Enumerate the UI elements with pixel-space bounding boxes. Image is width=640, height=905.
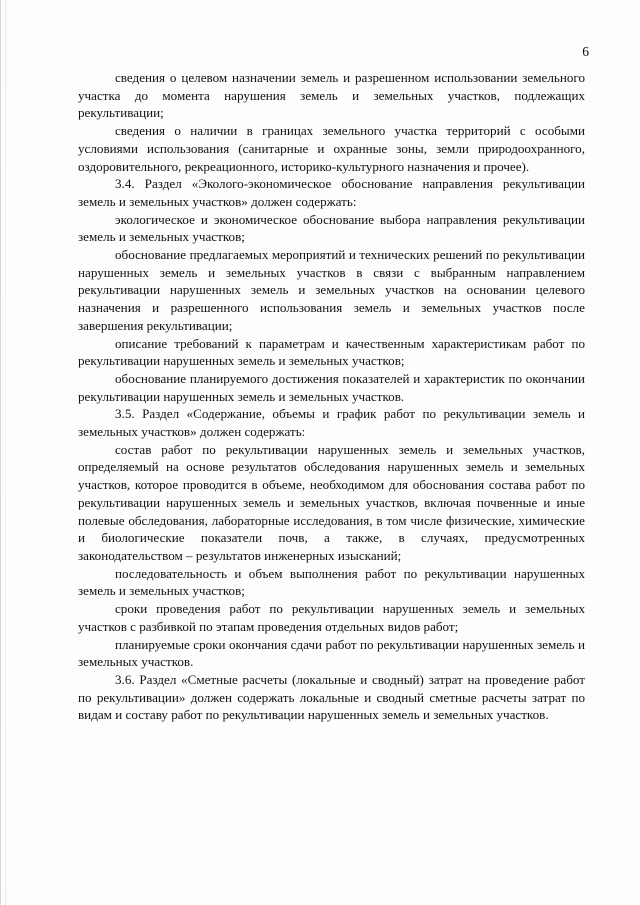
paragraph-sequence: последовательность и объем выполнения работ по рекультивации нарушенных земель и земельных участков; (78, 565, 585, 599)
paragraph-timing: сроки проведения работ по рекультивации нарушенных земель и земельных участков с разбивкой по этапам проведения отдельных видов работ; (78, 601, 585, 634)
paragraph-target-purpose: сведения о целевом назначении земель и разрешенном использовании земельного участка до момента нарушения земель и земельных участков, подлежащих рекультивации; (78, 70, 585, 121)
paragraph-section-3-4: 3.4. Раздел «Эколого-экономическое обоснование направления рекультивации земель и земельных участков» должен содержать: (78, 176, 585, 209)
paragraph-indicators: обоснование планируемого достижения показателей и характеристик по окончании рекультивации нарушенных земель и земельных участков. (78, 370, 585, 404)
paragraph-work-composition: состав работ по рекультивации нарушенных земель и земельных участков, определяемый на основе результатов обследования нарушенных земель и земельных участков, которое проводится в объеме, необходимом для обоснования состава работ по рекультивации нарушенных земель и земельных участков, включая почвенные и иные полевые обследования, лабораторные исследования, в том числе физические, химические и биологические показатели почв, а также, в случаях, предусмотренных законодательством – результатов инженерных изысканий; (78, 441, 585, 563)
paragraph-completion-dates: планируемые сроки окончания сдачи работ по рекультивации нарушенных земель и земельных участков. (78, 636, 585, 670)
document-body (78, 69, 585, 724)
paragraph-eco-justification: экологическое и экономическое обоснование выбора направления рекультивации земель и земельных участков; (78, 211, 585, 245)
page-number: 6 (582, 44, 589, 59)
scan-edge-line (5, 0, 6, 905)
paragraph-special-conditions: сведения о наличии в границах земельного участка территорий с особыми условиями использования (санитарные и охранные зоны, земли природоохранного, оздоровительного, рекреационного, историко-культурного назначения и прочее). (78, 123, 585, 174)
paragraph-section-3-5: 3.5. Раздел «Содержание, объемы и график работ по рекультивации земель и земельных участков» должен содержать: (78, 406, 585, 440)
paragraph-measures-justification: обоснование предлагаемых мероприятий и технических решений по рекультивации нарушенных земель и земельных участков в связи с выбранным направлением рекультивации нарушенных земель и земельных участков на основании целевого назначения и разрешенного использования земель и земельных участков после завершения рекультивации; (78, 247, 585, 333)
paragraph-section-3-6: 3.6. Раздел «Сметные расчеты (локальные и сводный) затрат на проведение работ по рекультивации» должен содержать локальные и сводный сметные расчеты затрат по видам и составу работ по рекультивации нарушенных земель и земельных участков. (78, 671, 585, 723)
paragraph-requirements: описание требований к параметрам и качественным характеристикам работ по рекультивации нарушенных земель и земельных участков; (78, 335, 585, 369)
